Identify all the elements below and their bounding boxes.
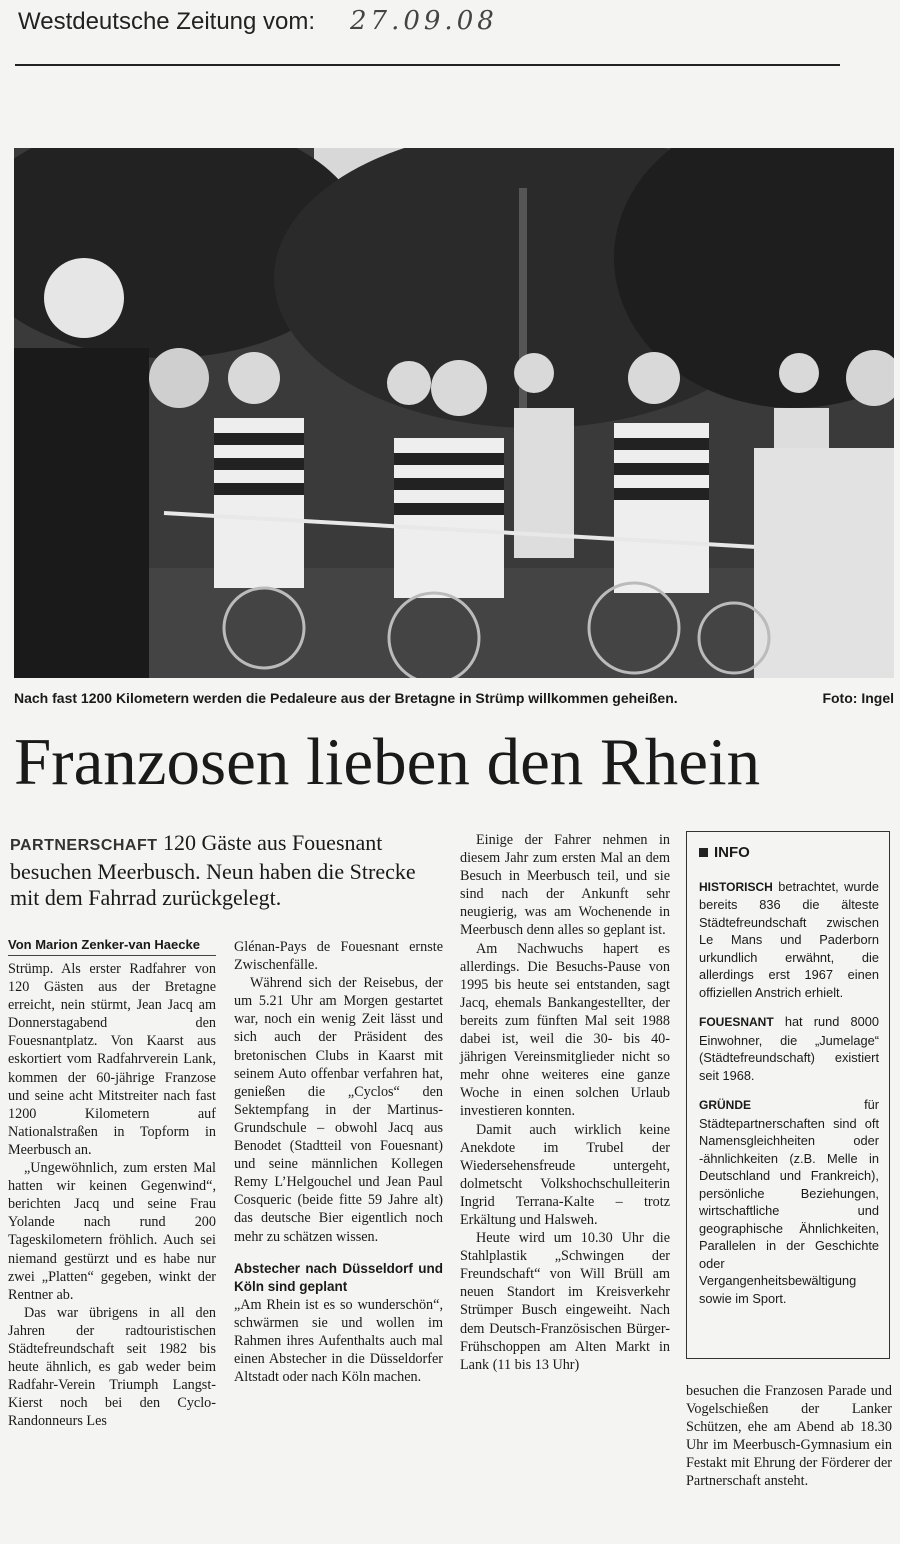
photo-caption-row xyxy=(14,690,894,706)
info-title xyxy=(699,844,879,862)
header-rule xyxy=(15,64,840,66)
info-item-text: hat rund 8000 Einwohner, die „Jumelage“ (Städtefreundschaft) existiert seit 1968. xyxy=(699,1014,879,1083)
paragraph: Heute wird um 10.30 Uhr die Stahlplastik „Schwingen der Freundschaft“ von Will Brüll am neuen Standort im Kreisverkehr Strümper Busch eingeweiht. Nach dem Deutsch-Französischen Bürger-Frühschoppen am Alten Markt in Lank (11 bis 13 Uhr) xyxy=(460,1230,670,1373)
intro-block xyxy=(10,830,450,911)
byline: Von Marion Zenker-van Haecke xyxy=(8,937,200,952)
article-column-4 xyxy=(686,1382,892,1491)
handwritten-date: 27.09.08 xyxy=(350,6,498,36)
info-box xyxy=(686,831,890,1359)
info-item-label: GRÜNDE xyxy=(699,1098,752,1112)
news-photo xyxy=(14,148,894,678)
article-column-2 xyxy=(234,938,443,1386)
paragraph: Das war übrigens in all den Jahren der radtouristischen Städtefreundschaft seit 1982 bis heute ähnlich, es gab weder beim Radfahr-Verein Triumph Langst-Kierst noch bei den Cyclo-Randonneurs Les xyxy=(8,1304,216,1430)
info-title-text: INFO xyxy=(714,844,750,861)
article-column-1 xyxy=(8,960,216,1430)
info-item-label: HISTORISCH xyxy=(699,879,773,894)
paragraph: Glénan-Pays de Fouesnant ernste Zwischenfälle. xyxy=(234,939,443,974)
info-item-text: betrachtet, wurde bereits 836 die älteste Städtefreundschaft zwischen Le Mans und Paderborn urkundlich erwähnt, die allerdings erst 1967 einen offiziellen Anstrich erhielt. xyxy=(699,878,879,1000)
article-column-3 xyxy=(460,831,670,1374)
kicker: PARTNERSCHAFT xyxy=(10,837,158,854)
paragraph: Während sich der Reisebus, der um 5.21 Uhr am Morgen gestartet war, noch ein wenig Zeit lässt und sich auch der Präsident des bretonischen Clubs in Kaarst mit seinem Auto offenbar verfahren hat, genießen die „Cyclos“ den Sektempfang in der Martinus-Grundschule – obwohl Jacq aus Benodet (Stadtteil von Fouesnant) und seine männlichen Kollegen Remy L’Helgouchel und Jean Paul Cosqueric (beide fitte 59 Jahre alt) das deutsche Bier eigentlich noch mehr zu schätzen wissen. xyxy=(234,975,443,1245)
photo-caption: Nach fast 1200 Kilometern werden die Pedaleure aus der Bretagne in Strümp willkommen geheißen. xyxy=(14,690,678,706)
paragraph: Strümp. Als erster Radfahrer von 120 Gästen aus der Bretagne erreicht, nein stürmt, Jean Jacq am Donnerstagabend den Fouesnantplatz. Von Kaarst aus eskortiert vom Radfahrverein Lank, kommen der 60-jährige Franzose und seine acht Mitstreiter nach fast 1200 Kilometern auf Nationalstraßen in Topform in Meerbusch an. xyxy=(8,961,216,1158)
info-item-label: FOUESNANT xyxy=(699,1015,774,1029)
paragraph: „Am Rhein ist es so wunderschön“, schwärmen sie und wollen im Rahmen ihres Aufenthalts auch mal einen Abstecher in die Düsseldorfer Altstadt oder nach Köln machen. xyxy=(234,1296,443,1385)
paragraph: besuchen die Franzosen Parade und Vogelschießen der Lanker Schützen, ehe am Abend ab 18.30 Uhr im Meerbusch-Gymnasium ein Festakt mit Ehrung der Förderer der Partnerschaft ansteht. xyxy=(686,1383,892,1490)
paragraph: Damit auch wirklich keine Anekdote im Trubel der Wiedersehensfreude untergeht, dolmetscht Volkshochschulleiterin Ingrid Terrana-Kalte – trotz Erkältung und Halsweh. xyxy=(460,1121,670,1228)
paragraph: Am Nachwuchs hapert es allerdings. Die Besuchs-Pause von 1995 bis heute sei entstanden, sagt Jacq, ehemals Bankangestellter, der bereits zum fünften Mal seit 1988 dabei ist, weil die 30- bis 40-jährigen Vereinsmitglieder nicht so mehr ohne weiteres eine ganze Woche in einen solchen Urlaub investieren konnten. xyxy=(460,940,670,1120)
paragraph: Einige der Fahrer nehmen in diesem Jahr zum ersten Mal an dem Besuch in Meerbusch teil, und sie sind nach der Ankunft sehr neugierig, was am Wochenende in Meerbusch denn alles so geplant ist. xyxy=(460,832,670,939)
info-item xyxy=(699,878,879,1002)
masthead-label: Westdeutsche Zeitung vom: xyxy=(18,8,316,35)
info-item xyxy=(699,1013,879,1084)
byline-rule xyxy=(8,955,216,956)
cyclists-photo-illustration xyxy=(14,148,894,678)
paragraph: „Ungewöhnlich, zum ersten Mal hatten wir keinen Gegenwind“, berichten Jacq und seine Frau Yolande nach rund 200 Tageskilometern fröhlich. Auch sei niemand gestürzt und es habe nur zwei „Platten“ gegeben, winkt der Rentner ab. xyxy=(8,1160,216,1303)
info-item xyxy=(699,1096,879,1307)
intro-text: 120 Gäste aus Fouesnant besuchen Meerbusch. Neun haben die Strecke mit dem Fahrrad zurückgelegt. xyxy=(10,830,416,910)
square-bullet-icon xyxy=(699,848,708,857)
headline: Franzosen lieben den Rhein xyxy=(14,725,761,799)
photo-credit: Foto: Ingel xyxy=(822,690,894,706)
subheadline: Abstecher nach Düsseldorf und Köln sind geplant xyxy=(234,1260,443,1294)
info-item-text: für Städtepartnerschaften sind oft Namensgleichheiten oder -ähnlichkeiten (z.B. Melle in Deutschland und Frankreich), persönliche Beziehungen, wirtschaftliche und geographische Ähnlichkeiten, Parallelen in der Geschichte oder Vergangenheitsbewältigung sowie im Sport. xyxy=(699,1097,879,1306)
